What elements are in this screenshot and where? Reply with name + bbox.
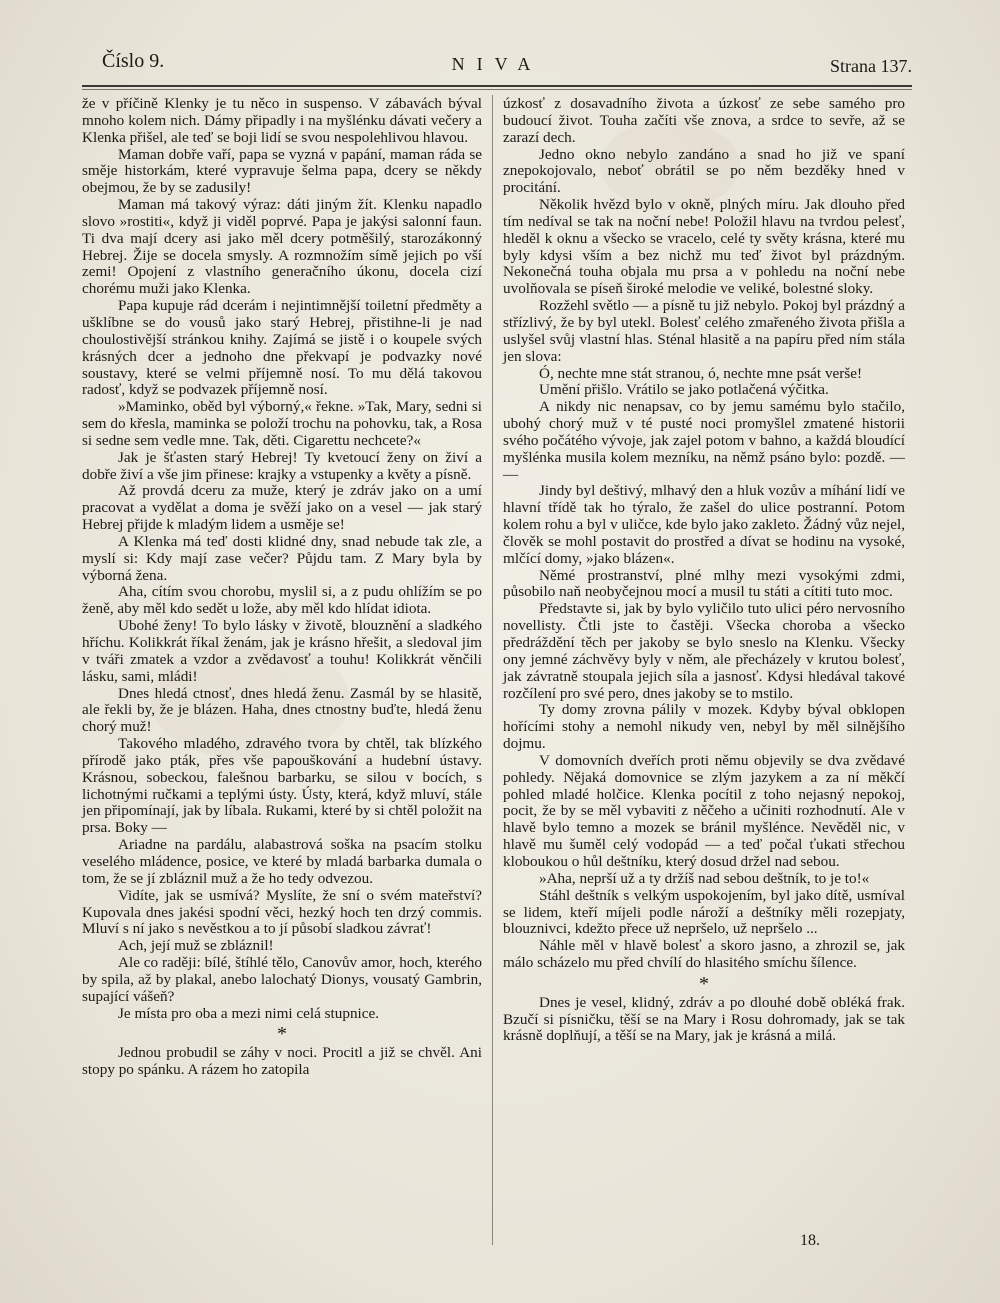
right-column (503, 96, 905, 1213)
header-rule (82, 85, 912, 87)
paragraph: Ariadne na pardálu, alabastrová soška na psacím stolku veselého mládence, posice, ve které by mladá barbarka dumala o tom, že se jí zbláznil muž a že ho tedy odvezou. (82, 836, 482, 887)
paragraph: Ach, její muž se zbláznil! (118, 937, 274, 955)
paragraph: Aha, cítím svou chorobu, myslil si, a z pudu ohlížím se po ženě, aby měl kdo sedět u lože, aby měl kdo hlídat idiota. (82, 583, 482, 618)
paragraph: Vidíte, jak se usmívá? Myslíte, že sní o svém mateřství? Kupovala dnes jakési spodní věci, hezký hoch ten drzý commis. Mluví s ní jako s nevěstkou a to jí působí sladkou závrať! (82, 886, 482, 938)
paragraph: Je místa pro oba a mezi nimi celá stupnice. (118, 1004, 380, 1022)
paragraph: Papa kupuje rád dcerám i nejintimnější toiletní předměty a ušklíbne se do vousů jako starý Hebrej, přistihne-li je nad choulostivější stránkou knihy. Zajímá se jistě i o koupele svých krásných dcer a jednoho dne překvapí je podvazky nové soustavy, které se velmi příjemně nosí. To mu dělá takovou radosť, když se podvazek příjemně nosí. (82, 297, 482, 399)
paragraph: Několik hvězd bylo v okně, plných míru. Jak dlouho před tím nedíval se tak na noční nebe! Položil hlavu na tvrdou pelesť, hleděl k oknu a všecko se vracelo, celé ty světy krásna, které mu byly kdysi vším a bez nichž mu teď život byl prázdným. Nekonečná touha objala mu prsa a v pohledu na noční nebe uvolňovala se píseň široké melodie ve veliké, bolestné sloky. (503, 196, 905, 298)
paragraph: Maman má takový výraz: dáti jiným žít. Klenku napadlo slovo »rostiti«, když ji viděl poprvé. Papa je jakýsi salonní faun. Ti dva mají dcery asi jako měl dcery potměšilý, starozákonný Hebrej. Žije se docela smysly. A rozmnožím símě jejich po vší zemi! Opojení z vlastního generačního úkonu, docela cizí chorému muži jako Klenka. (82, 196, 482, 298)
paragraph: A Klenka má teď dosti klidné dny, snad nebude tak zle, a myslí si: Kdy mají zase večer? Půjdu tam. Z Mary byla by výborná žena. (82, 532, 482, 584)
paragraph: Ubohé ženy! To bylo lásky v životě, blouznění a sladkého hříchu. Kolikkrát říkal ženám, jak je krásno hřešit, a sledoval jim v tváři zmatek a vzdor a zvědavosť a touhu! Kolikkrát věnčili lásku, sami, mládi! (82, 617, 482, 685)
paragraph: V domovních dveřích proti němu objevily se dva zvědavé pohledy. Nějaká domovnice se zlým jazykem a za ní měkčí pohled mladé holčice. Klenka pocítil z toho nejasný nepokoj, pocit, že by se měl vybaviti z něčeho a učiniti rozhodnutí. Ale v hlavě bylo temno a mozek se bránil myšlénce. Nevěděl nic, v hlavě mu šuměl celý vodopád — a teď počal ťukati střechou kloboukou o hůl deštníku, který dosud držel nad sebou. (503, 751, 905, 870)
paragraph: Stáhl deštník s velkým uspokojením, byl jako dítě, usmíval se lidem, kteří míjeli podle nároží a deštníky měli rozepjaty, blouznivci, kdežto přece už nepršelo, už nepršelo ... (503, 886, 905, 938)
paragraph: Němé prostranství, plné mlhy mezi vysokými zdmi, působilo naň neobyčejnou mocí a musil tu státi a cítiti tuto moc. (503, 566, 905, 601)
header-rule-thin (82, 89, 912, 90)
paragraph: Maman dobře vaří, papa se vyzná v papání, maman ráda se směje historkám, které vypravuje šelma papa, dcery se někdy obejmou, že by se zadusily! (82, 145, 482, 197)
paragraph: Rozžehl světlo — a písně tu již nebylo. Pokoj byl prázdný a střízlivý, že by byl utekl. Bolesť celého zmařeného života přišla a uslyšel svůj vlastní hlas. Sténal hlasitě a na papíru před ním stála jen slova: (503, 297, 905, 365)
paragraph: Dnes hledá ctnosť, dnes hledá ženu. Zasmál by se hlasitě, ale řekli by, že je blázen. Haha, dnes ctnostny buďte, hledá ženu chorý muž! (82, 684, 482, 736)
section-break: * (277, 1023, 287, 1046)
paragraph: Jednou probudil se záhy v noci. Procitl a již se chvěl. Ani stopy po spánku. A rázem ho zatopila (82, 1044, 482, 1079)
paragraph: úzkosť z dosavadního života a úzkosť ze sebe samého pro budoucí život. Touha začíti vše znova, a srdce to sevře, až se zarazí dech. (503, 95, 905, 146)
issue-number: Číslo 9. (102, 50, 165, 72)
column-divider (492, 95, 493, 1245)
paragraph: Jak je šťasten starý Hebrej! Ty kvetoucí ženy on živí a dobře živí a vše jim přinese: krajky a vstupenky a květy a písně. (82, 448, 482, 483)
paragraph: Dnes je vesel, klidný, zdráv a po dlouhé době obléká frak. Bzučí si písničku, těší se na Mary i Rosu dohromady, jak se tak krásně doplňují, a těší se na Mary, jak je krásná a milá. (503, 993, 905, 1045)
page-number: Strana 137. (830, 56, 912, 76)
paragraph: Až provdá dceru za muže, který je zdráv jako on a umí pracovat a vydělat a doma je svěží jako on a vesel — jak starý Hebrej přijde k mladým lidem a usměje se! (82, 482, 482, 534)
page-header (82, 48, 912, 88)
left-column (82, 96, 482, 1213)
paragraph: Představte si, jak by bylo vyličilo tuto ulici péro nervosního novellisty. Čtli jste to častěji. Všecka choroba a všecko předráždění těch per jakoby se bylo sneslo na Klenku. Všecky ony jemné záchvěvy byly v něm, ale přecházely v krutou bolesť, jak závratně stoupala jejich síla a jasnosť. Kdysi hledával takové rozčílení pro své pero, dnes jakoby se to mstilo. (503, 600, 905, 702)
paragraph: Jedno okno nebylo zandáno a snad ho již ve spaní znepokojovalo, neboť obrátil se po něm bezděky hned v procitání. (503, 145, 905, 197)
paragraph: Náhle měl v hlavě bolesť a skoro jasno, a zhrozil se, jak málo scházelo mu před chvílí do hlasitého smíchu šílence. (503, 937, 905, 972)
signature-mark: 18. (800, 1232, 820, 1249)
paragraph: že v příčině Klenky je tu něco in suspenso. V zábavách býval mnoho kolem nich. Dámy připadly i na myšlénku dávati večery a Klenka přišel, ale teď se boji lidí se svou nespolehlivou hlavou. (82, 95, 482, 146)
section-break: * (699, 972, 709, 995)
paragraph: A nikdy nic nenapsav, co by jemu samému bylo stačilo, ubohý chorý muž v té pusté noci promyšlel zmatené historii svého počátého vývoje, jak zajel potom v bahno, a každá bloudící myšlénka musila kolem mezníku, na němž psáno bylo: pozdě. — — (503, 398, 905, 483)
magazine-title: NIVA (451, 54, 543, 74)
paragraph: Ale co raději: bílé, štíhlé tělo, Canovův amor, hoch, kterého by spila, až by plakal, anebo lalochatý Dionys, vousatý Gambrin, supající vášeň? (82, 954, 482, 1005)
paragraph: Ty domy zrovna pálily v mozek. Kdyby býval obklopen hořícími stohy a nemohl nikudy ven, nebyl by měl silnějšího dojmu. (503, 701, 905, 753)
paragraph: »Maminko, oběd byl výborný,« řekne. »Tak, Mary, sedni si sem do křesla, maminka se položí trochu na pohovku, tak, a Rosa si sedne sem vedle mne. Tak, děti. Cigarettu nechcete?« (82, 398, 482, 449)
paragraph: Takového mladého, zdravého tvora by chtěl, tak blízkého přírodě jako pták, přes vše papouškování a hudební ústavy. Krásnou, sobeckou, falešnou barbarku, se silou v bocích, s lichotnými ručkami a teplými ústy. Ústy, která, když mluví, stále jen připomínají, jak by líbala. Rukami, které by si chtěl položit na prsa. Boky — (82, 735, 482, 837)
paragraph: Jindy byl deštivý, mlhavý den a hluk vozův a míhání lidí ve hlavní třídě tak ho týralo, že zašel do ulice postranní. Potom kolem rohu a byl v uličce, kde bylo jako zakleto. Žádný vůz nejel, člověk se mohl postavit do prostřed a dívat se hodinu na vysoké, mlčící domy, »jako blázen«. (503, 482, 905, 567)
paragraph: Ó, nechte mne stát stranou, ó, nechte mne psát verše! (539, 364, 863, 382)
paragraph: Umění přišlo. Vrátilo se jako potlačená výčitka. (539, 381, 829, 399)
paragraph: »Aha, neprší už a ty držíš nad sebou deštník, to je to!« (539, 869, 870, 887)
